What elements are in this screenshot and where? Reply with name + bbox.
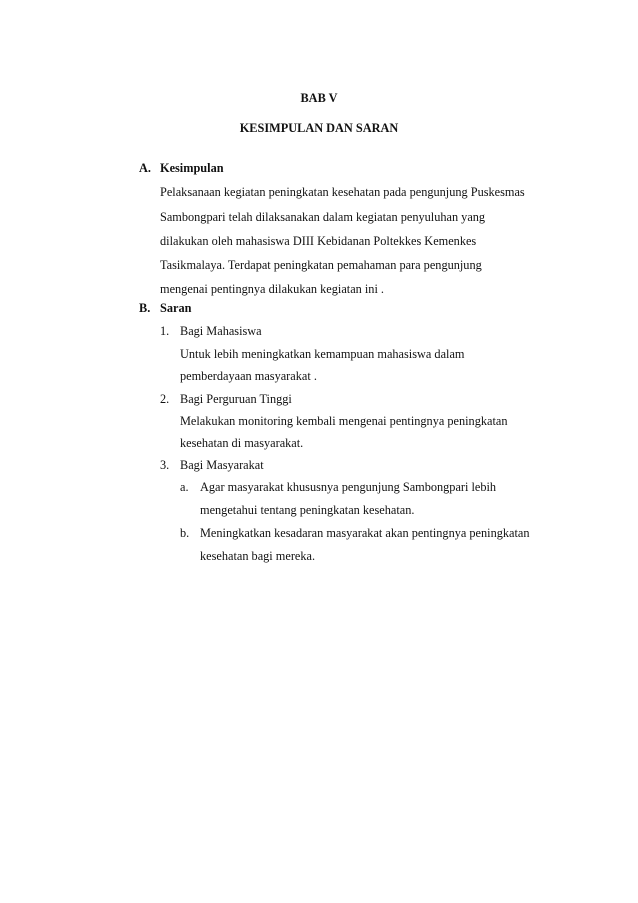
saran-item-number: 3. (160, 458, 170, 472)
chapter-title: KESIMPULAN DAN SARAN (239, 121, 399, 135)
chapter-label: BAB V (300, 91, 338, 105)
saran-subitem-line: Meningkatkan kesadaran masyarakat akan pentingnya peningkatan (200, 526, 530, 540)
section-a-heading: Kesimpulan (160, 161, 224, 175)
saran-item-line: kesehatan di masyarakat. (180, 436, 304, 450)
section-a-line: mengenai pentingnya dilakukan kegiatan ini . (160, 282, 385, 296)
section-b-heading: Saran (160, 301, 192, 315)
section-a-line: Tasikmalaya. Terdapat peningkatan pemahaman para pengunjung (160, 258, 482, 272)
saran-item-title: Bagi Mahasiswa (180, 324, 262, 338)
section-b-marker: B. (139, 301, 151, 315)
saran-item-number: 2. (160, 392, 170, 406)
saran-item-number: 1. (160, 324, 170, 338)
section-a-line: Sambongpari telah dilaksanakan dalam kegiatan penyuluhan yang (160, 210, 486, 224)
saran-item-line: Melakukan monitoring kembali mengenai pentingnya peningkatan (180, 414, 508, 428)
section-a-line: Pelaksanaan kegiatan peningkatan kesehatan pada pengunjung Puskesmas (160, 185, 525, 199)
section-a-line: dilakukan oleh mahasiswa DIII Kebidanan Poltekkes Kemenkes (160, 234, 477, 248)
saran-item-title: Bagi Perguruan Tinggi (180, 392, 292, 406)
saran-subitem-line: mengetahui tentang peningkatan kesehatan. (200, 503, 415, 517)
saran-subitem-line: kesehatan bagi mereka. (200, 549, 316, 563)
saran-item-line: Untuk lebih meningkatkan kemampuan mahasiswa dalam (180, 347, 465, 361)
saran-subitem-letter: a. (180, 480, 189, 494)
saran-item-line: pemberdayaan masyarakat . (180, 369, 317, 383)
saran-subitem-letter: b. (180, 526, 190, 540)
saran-item-title: Bagi Masyarakat (180, 458, 264, 472)
saran-subitem-line: Agar masyarakat khususnya pengunjung Sambongpari lebih (200, 480, 497, 494)
section-a-marker: A. (139, 161, 151, 175)
